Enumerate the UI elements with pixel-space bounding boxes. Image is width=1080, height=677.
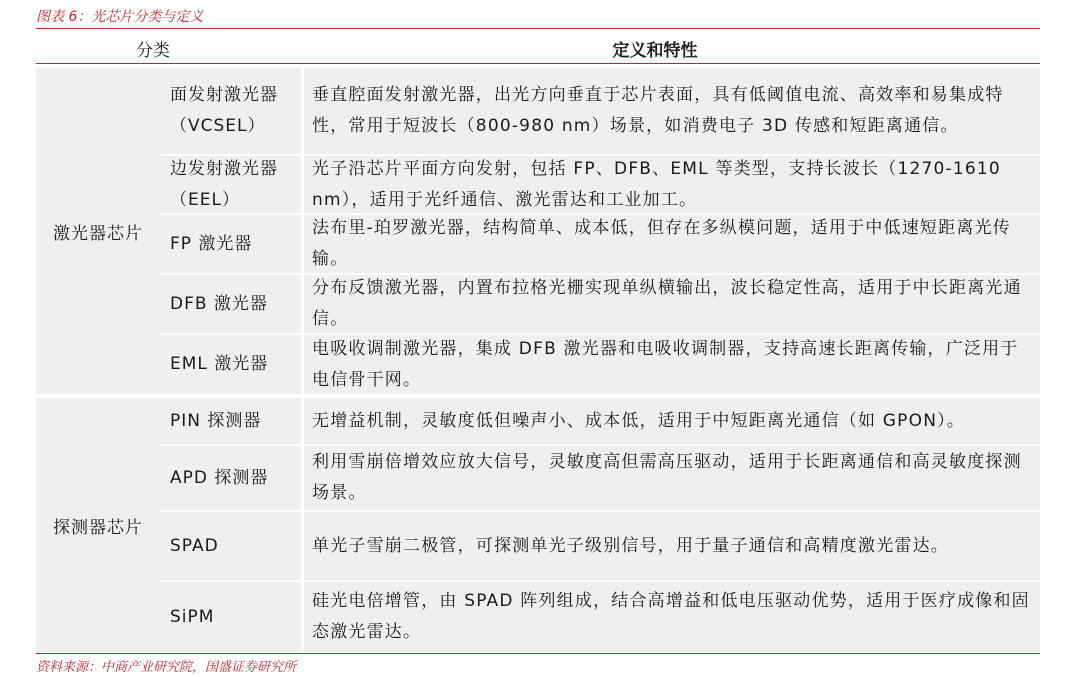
classification-table [36, 64, 1040, 652]
table-row [160, 335, 1040, 394]
row-definition [304, 512, 1040, 580]
row-name-line1: SiPM [170, 606, 215, 627]
row-definition [304, 582, 1040, 652]
table-header [36, 34, 1040, 62]
row-definition-text: 硅光电倍增管，由 SPAD 阵列组成，结合高增益和低电压驱动优势，适用于医疗成像和固态激光雷达。 [312, 591, 1030, 642]
row-name [160, 215, 304, 273]
header-category: 分类 [136, 40, 170, 61]
row-definition [304, 215, 1040, 273]
row-definition-text: 利用雪崩倍增效应放大信号，灵敏度高但需高压驱动，适用于长距离通信和高灵敏度探测场景。 [312, 452, 1022, 503]
row-name-line1: 面发射激光器 [170, 85, 278, 105]
row-name-line1: 边发射激光器 [170, 158, 278, 179]
row-name [160, 68, 304, 154]
row-name [160, 398, 304, 444]
row-definition [304, 275, 1040, 333]
figure-caption: 图表 6：光芯片分类与定义 [36, 9, 204, 25]
row-name-line1: FP 激光器 [170, 233, 253, 254]
table-row [160, 68, 1040, 154]
row-name [160, 156, 304, 213]
top-rule [36, 28, 1040, 29]
row-name [160, 512, 304, 580]
table-row [160, 446, 1040, 510]
row-definition [304, 68, 1040, 154]
row-definition [304, 446, 1040, 510]
row-definition-text: 无增益机制，灵敏度低但噪声小、成本低，适用于中短距离光通信（如 GPON）。 [312, 410, 966, 431]
row-name [160, 446, 304, 510]
row-name [160, 335, 304, 394]
source-note: 资料来源：中商产业研究院，国盛证券研究所 [36, 660, 297, 675]
row-definition [304, 335, 1040, 394]
row-name-line1: DFB 激光器 [170, 293, 268, 314]
row-definition [304, 156, 1040, 213]
row-definition-text: 单光子雪崩二极管，可探测单光子级别信号，用于量子通信和高精度激光雷达。 [312, 535, 949, 556]
row-name-line1: APD 探测器 [170, 467, 269, 488]
row-definition-text: 垂直腔面发射激光器，出光方向垂直于芯片表面，具有低阈值电流、高效率和易集成特性，常用于短波长（800-980 nm）场景，如消费电子 3D 传感和短距离通信。 [312, 85, 1004, 136]
table-row [160, 582, 1040, 652]
row-name [160, 582, 304, 652]
table-row [160, 156, 1040, 213]
row-definition-text: 光子沿芯片平面方向发射，包括 FP、DFB、EML 等类型，支持长波长（1270-1610 nm），适用于光纤通信、激光雷达和工业加工。 [312, 158, 1001, 210]
row-name-line2: （EEL） [170, 189, 240, 210]
row-name [160, 275, 304, 333]
table-row [160, 398, 1040, 444]
row-name-line1: PIN 探测器 [170, 410, 262, 431]
row-definition-text: 法布里-珀罗激光器，结构简单、成本低，但存在多纵模问题，适用于中低速短距离光传输。 [312, 218, 1011, 269]
table-row [160, 275, 1040, 333]
row-name-line2: （VCSEL） [170, 116, 266, 136]
row-name-line1: SPAD [170, 535, 219, 556]
group-detector-chip: 探测器芯片 [36, 398, 160, 652]
group-laser-chip: 激光器芯片 [36, 68, 160, 394]
bottom-rule [36, 653, 1040, 654]
row-definition [304, 398, 1040, 444]
row-definition-text: 电吸收调制激光器，集成 DFB 激光器和电吸收调制器，支持高速长距离传输，广泛用于电信骨干网。 [312, 338, 1019, 390]
row-definition-text: 分布反馈激光器，内置布拉格光栅实现单纵横输出，波长稳定性高，适用于中长距离光通信。 [312, 278, 1022, 329]
table-row [160, 512, 1040, 580]
row-name-line1: EML 激光器 [170, 354, 269, 374]
table-row [160, 215, 1040, 273]
header-definition: 定义和特性 [612, 40, 698, 61]
